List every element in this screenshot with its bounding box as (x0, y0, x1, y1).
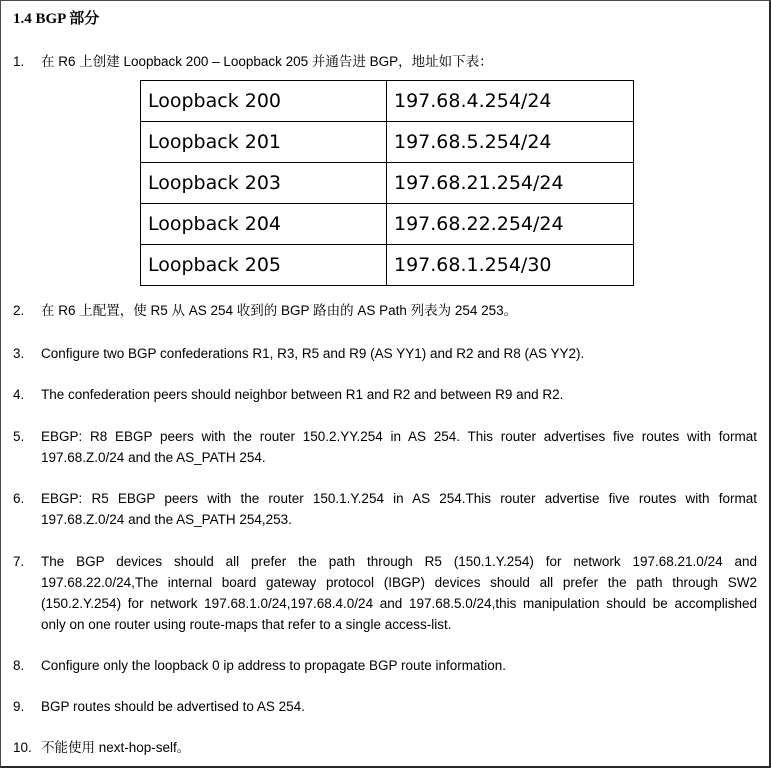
table-row (141, 122, 634, 163)
list-item (13, 426, 757, 468)
item-number: 8. (13, 658, 25, 673)
table-cell: 197.68.22.254/24 (387, 204, 634, 245)
item-number: 10. (13, 740, 32, 755)
list-item (13, 737, 757, 758)
table-cell: Loopback 201 (141, 122, 387, 163)
table-row (141, 245, 634, 286)
item-text: 在 R6 上配置，使 R5 从 AS 254 收到的 BGP 路由的 AS Path 列表为 254 253。 (41, 303, 518, 318)
list-item (13, 655, 757, 676)
item-number: 9. (13, 699, 25, 714)
item-number: 1. (13, 54, 25, 69)
item-number: 6. (13, 491, 25, 506)
item-text: Configure two BGP confederations R1, R3, R5 and R9 (AS YY1) and R2 and R8 (AS YY2). (41, 346, 585, 361)
loopback-table (140, 80, 634, 286)
list-item (13, 300, 757, 321)
table-cell: Loopback 200 (141, 81, 387, 122)
table-cell: Loopback 204 (141, 204, 387, 245)
list-item (13, 696, 757, 717)
item-number: 5. (13, 429, 25, 444)
list-item (13, 384, 757, 405)
table-cell: 197.68.1.254/30 (387, 245, 634, 286)
item-text: BGP routes should be advertised to AS 254. (41, 699, 305, 714)
item-number: 2. (13, 303, 25, 318)
item-text: EBGP: R8 EBGP peers with the router 150.2.YY.254 in AS 254. This router advertises five routes with format 197.68.Z.0/24 and the AS_PATH 254. (41, 429, 757, 465)
list-item (13, 551, 757, 635)
table-cell: 197.68.5.254/24 (387, 122, 634, 163)
item-text: 不能使用 next-hop-self。 (41, 740, 191, 755)
list-item (13, 51, 757, 72)
item-text: Configure only the loopback 0 ip address to propagate BGP route information. (41, 658, 507, 673)
item-text: The BGP devices should all prefer the path through R5 (150.1.Y.254) for network 197.68.21.0/24 and 197.68.22.0/24,The internal board gateway protocol (IBGP) devices should all prefer the path through SW2 (150.2.Y.254) for network 197.68.1.0/24,197.68.4.0/24 and 197.68.5.0/24,this manipulation should be accomplished only on one router using route-maps that refer to a single access-list. (41, 554, 757, 632)
table-row (141, 204, 634, 245)
item-text: 在 R6 上创建 Loopback 200 – Loopback 205 并通告进 BGP，地址如下表： (41, 54, 493, 69)
table-row (141, 163, 634, 204)
table-cell: 197.68.21.254/24 (387, 163, 634, 204)
item-number: 4. (13, 387, 25, 402)
table-cell: 197.68.4.254/24 (387, 81, 634, 122)
item-number: 7. (13, 554, 25, 569)
item-number: 3. (13, 346, 25, 361)
table-row (141, 81, 634, 122)
item-text: The confederation peers should neighbor between R1 and R2 and between R9 and R2. (41, 387, 564, 402)
table-cell: Loopback 203 (141, 163, 387, 204)
item-text: EBGP: R5 EBGP peers with the router 150.1.Y.254 in AS 254.This router advertise five routes with format 197.68.Z.0/24 and the AS_PATH 254,253. (41, 491, 757, 527)
section-heading: 1.4 BGP 部分 (13, 11, 100, 27)
list-item (13, 343, 757, 364)
table-cell: Loopback 205 (141, 245, 387, 286)
list-item (13, 488, 757, 530)
